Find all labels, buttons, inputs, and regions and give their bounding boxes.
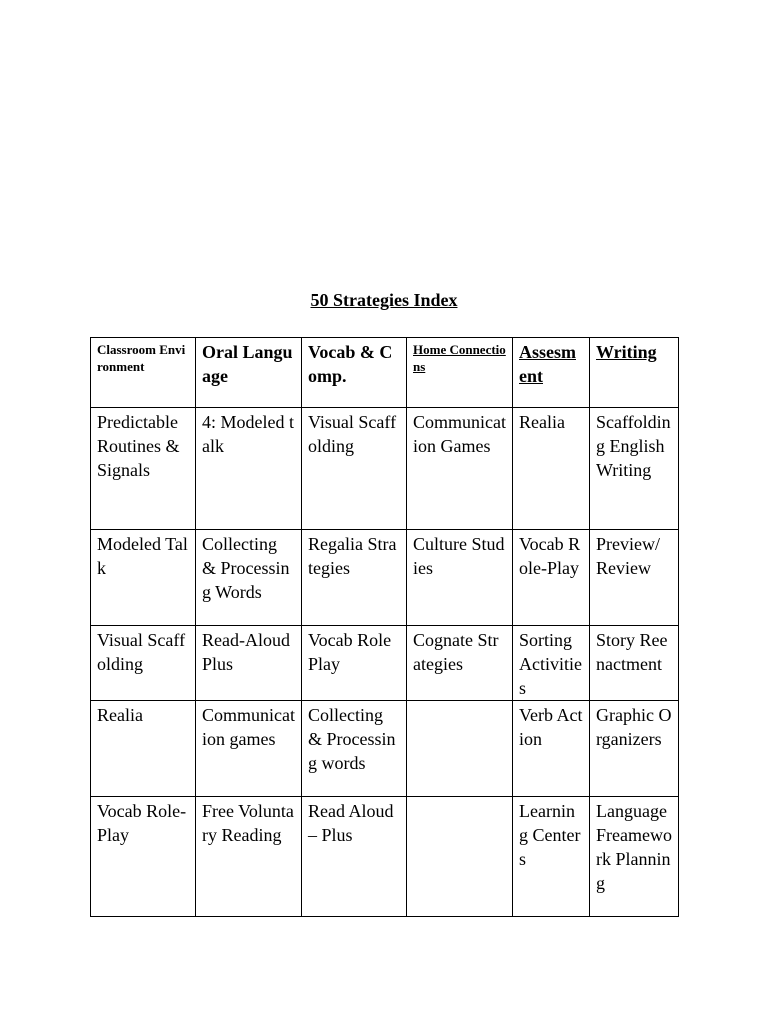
table-cell: Scaffolding English Writing (590, 408, 679, 530)
strategies-table (90, 337, 679, 917)
table-cell: Vocab Role-Play (513, 530, 590, 626)
header-classroom-environment: Classroom Environment (91, 338, 196, 408)
table-cell: Read-Aloud Plus (196, 626, 302, 701)
table-row (91, 797, 679, 917)
header-oral-language: Oral Language (196, 338, 302, 408)
table-row (91, 701, 679, 797)
table-cell (407, 701, 513, 797)
table-cell: 4: Modeled talk (196, 408, 302, 530)
table-cell: Language Freamework Planning (590, 797, 679, 917)
table-cell: Culture Studies (407, 530, 513, 626)
table-cell: Story Reenactment (590, 626, 679, 701)
table-cell: Communication Games (407, 408, 513, 530)
table-cell (407, 797, 513, 917)
table-cell: Read Aloud – Plus (302, 797, 407, 917)
table-cell: Cognate Strategies (407, 626, 513, 701)
table-cell: Visual Scaffolding (302, 408, 407, 530)
table-cell: Vocab Role Play (302, 626, 407, 701)
table-row (91, 530, 679, 626)
table-cell: Collecting & Processing words (302, 701, 407, 797)
table-cell: Predictable Routines & Signals (91, 408, 196, 530)
header-vocab-comp: Vocab & Comp. (302, 338, 407, 408)
table-header-row (91, 338, 679, 408)
header-home-connections: Home Connections (407, 338, 513, 408)
table-cell: Graphic Organizers (590, 701, 679, 797)
table-row (91, 408, 679, 530)
table-cell: Verb Action (513, 701, 590, 797)
page-title: 50 Strategies Index (310, 290, 458, 310)
header-writing: Writing (590, 338, 679, 408)
table-cell: Regalia Strategies (302, 530, 407, 626)
table-cell: Modeled Talk (91, 530, 196, 626)
table-cell: Free Voluntary Reading (196, 797, 302, 917)
header-assesment: Assesment (513, 338, 590, 408)
table-cell: Realia (513, 408, 590, 530)
table-cell: Sorting Activities (513, 626, 590, 701)
table-cell: Realia (91, 701, 196, 797)
table-cell: Vocab Role-Play (91, 797, 196, 917)
table-cell: Collecting & Processing Words (196, 530, 302, 626)
table-cell: Communication games (196, 701, 302, 797)
table-row (91, 626, 679, 701)
table-cell: Visual Scaffolding (91, 626, 196, 701)
table-cell: Learning Centers (513, 797, 590, 917)
table-cell: Preview/ Review (590, 530, 679, 626)
